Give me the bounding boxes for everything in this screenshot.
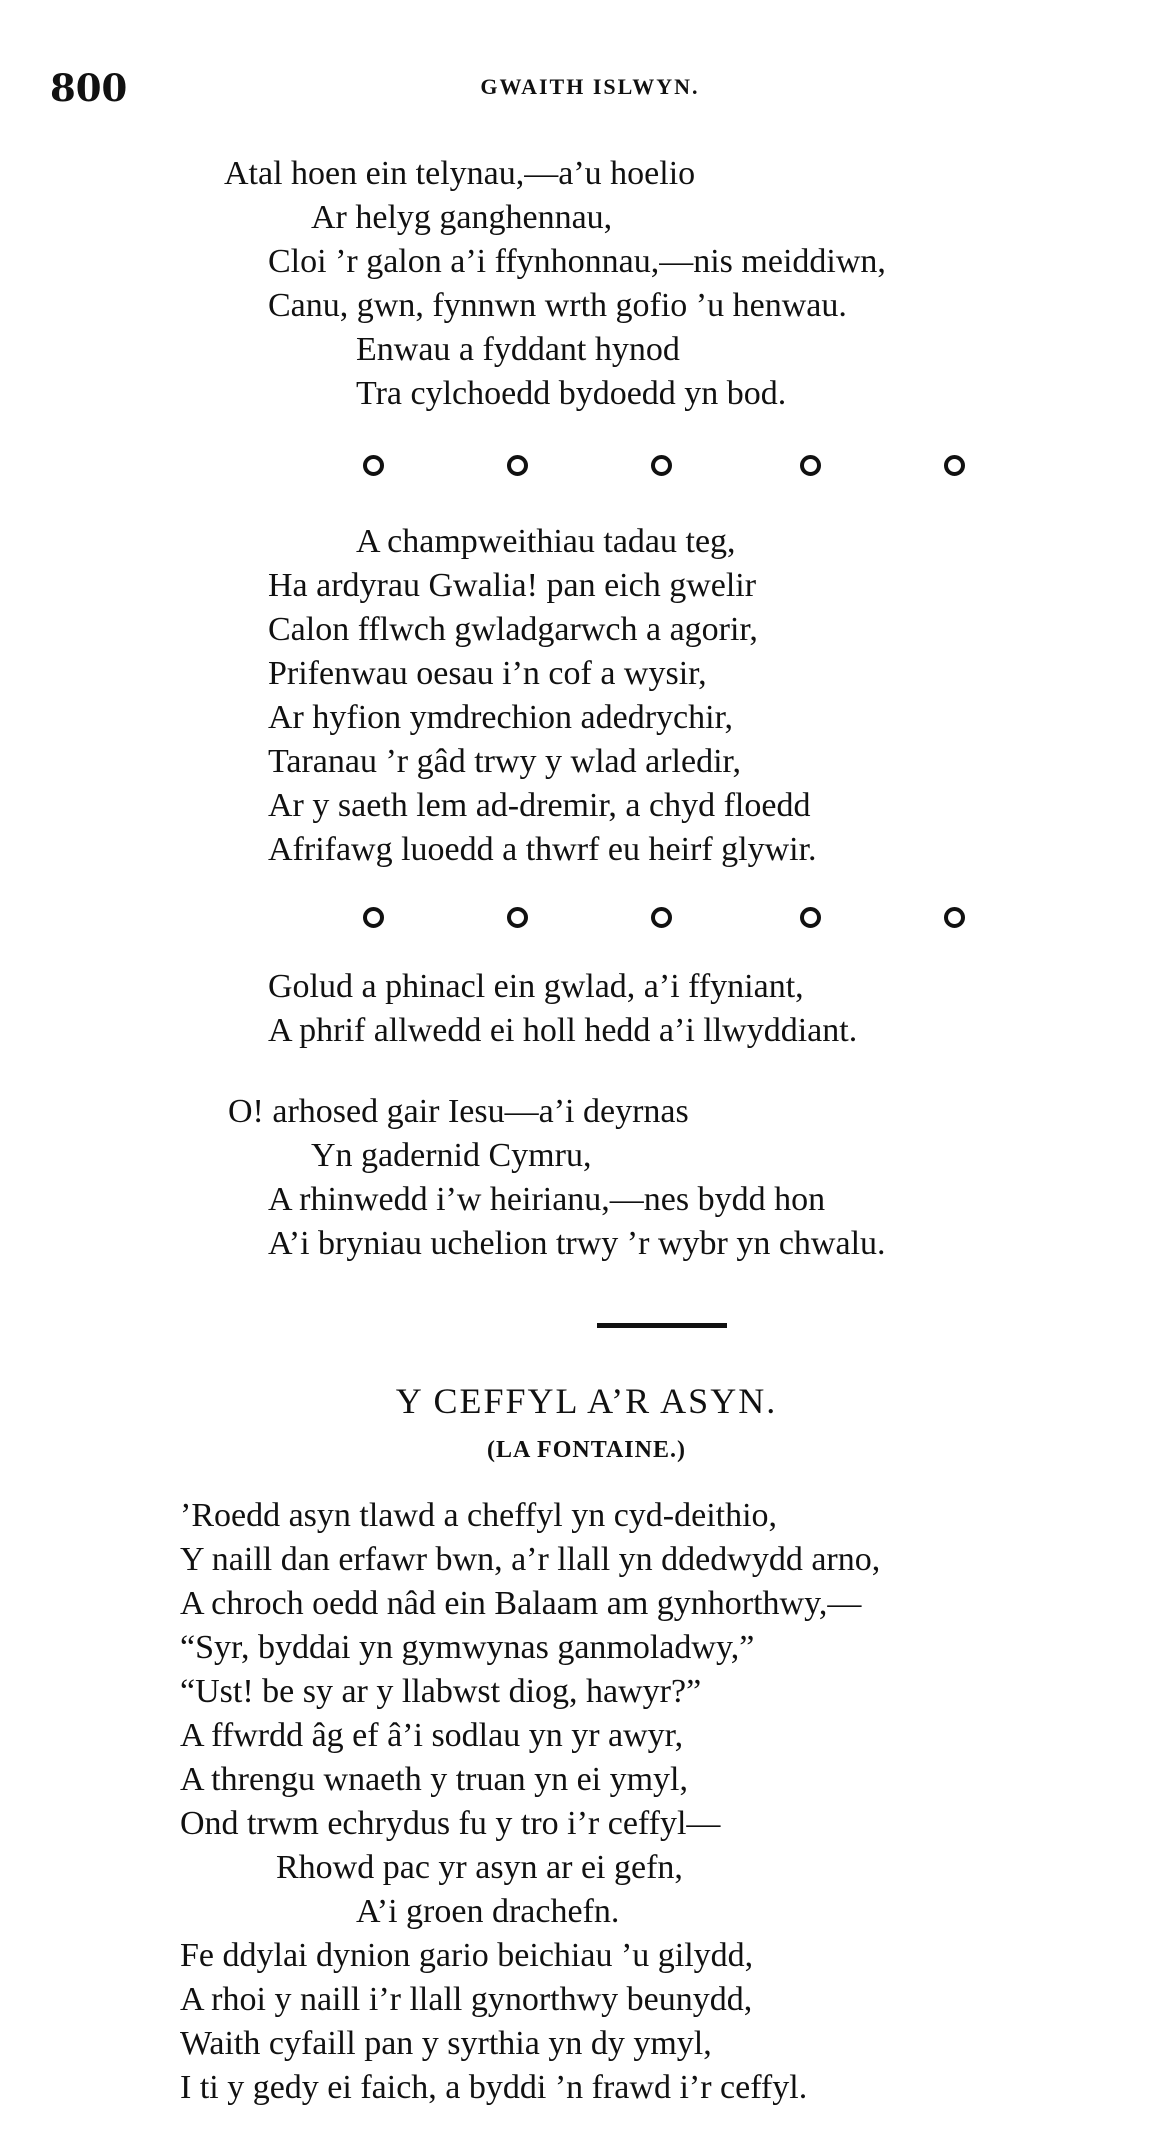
verse-line: A champweithiau tadau teg, (356, 523, 736, 560)
verse-line: Rhowd pac yr asyn ar ei gefn, (276, 1849, 683, 1886)
verse-line: Y naill dan erfawr bwn, a’r llall yn ddedwydd arno, (180, 1541, 881, 1578)
verse-line: Taranau ’r gâd trwy y wlad arledir, (268, 743, 741, 780)
verse-line: A rhinwedd i’w heirianu,—nes bydd hon (268, 1181, 826, 1218)
verse-line: Enwau a fyddant hynod (356, 331, 680, 368)
verse-line: Golud a phinacl ein gwlad, a’i ffyniant, (268, 968, 804, 1005)
circle-ornament-icon (651, 907, 672, 928)
poem-subtitle: (LA FONTAINE.) (487, 1437, 686, 1463)
poem-title: Y CEFFYL A’R ASYN. (395, 1381, 778, 1421)
circle-ornament-icon (800, 455, 821, 476)
circle-ornament-icon (800, 907, 821, 928)
ornament-row (0, 907, 1173, 937)
verse-line: ’Roedd asyn tlawd a cheffyl yn cyd-deithio, (180, 1497, 778, 1534)
verse-line: Ar hyfion ymdrechion adedrychir, (268, 699, 734, 736)
verse-line: A’i groen drachefn. (356, 1893, 620, 1930)
verse-line: A threngu wnaeth y truan yn ei ymyl, (180, 1761, 689, 1798)
circle-ornament-icon (507, 907, 528, 928)
verse-line: Canu, gwn, fynnwn wrth gofio ’u henwau. (268, 287, 847, 324)
page-header (50, 66, 1130, 110)
verse-line: I ti y gedy ei faich, a byddi ’n frawd i’r ceffyl. (180, 2069, 808, 2106)
verse-line: A rhoi y naill i’r llall gynorthwy beunydd, (180, 1981, 753, 2018)
verse-line: Atal hoen ein telynau,—a’u hoelio (224, 155, 696, 192)
verse-line: Ar helyg ganghennau, (311, 199, 613, 236)
circle-ornament-icon (363, 455, 384, 476)
verse-line: O! arhosed gair Iesu—a’i deyrnas (228, 1093, 689, 1130)
verse-line: Yn gadernid Cymru, (311, 1137, 592, 1174)
verse-line: A ffwrdd âg ef â’i sodlau yn yr awyr, (180, 1717, 684, 1754)
verse-line: Tra cylchoedd bydoedd yn bod. (356, 375, 787, 412)
circle-ornament-icon (363, 907, 384, 928)
verse-line: “Ust! be sy ar y llabwst diog, hawyr?” (180, 1673, 702, 1710)
verse-line: Afrifawg luoedd a thwrf eu heirf glywir. (268, 831, 817, 868)
page-number: 800 (50, 66, 128, 110)
verse-line: Cloi ’r galon a’i ffynhonnau,—nis meiddiwn, (268, 243, 886, 280)
verse-line: Fe ddylai dynion gario beichiau ’u gilydd, (180, 1937, 754, 1974)
ornament-row (0, 455, 1173, 485)
verse-line: Ond trwm echrydus fu y tro i’r ceffyl— (180, 1805, 721, 1842)
verse-line: Prifenwau oesau i’n cof a wysir, (268, 655, 707, 692)
verse-line: Ha ardyrau Gwalia! pan eich gwelir (268, 567, 757, 604)
verse-line: Calon fflwch gwladgarwch a agorir, (268, 611, 758, 648)
verse-line: Ar y saeth lem ad-dremir, a chyd floedd (268, 787, 811, 824)
verse-line: Waith cyfaill pan y syrthia yn dy ymyl, (180, 2025, 712, 2062)
verse-line: A’i bryniau uchelion trwy ’r wybr yn chwalu. (268, 1225, 886, 1262)
circle-ornament-icon (651, 455, 672, 476)
circle-ornament-icon (944, 907, 965, 928)
section-divider (597, 1323, 727, 1328)
verse-line: A chroch oedd nâd ein Balaam am gynhorthwy,— (180, 1585, 862, 1622)
circle-ornament-icon (944, 455, 965, 476)
circle-ornament-icon (507, 455, 528, 476)
verse-line: “Syr, byddai yn gymwynas ganmoladwy,” (180, 1629, 755, 1666)
verse-line: A phrif allwedd ei holl hedd a’i llwyddiant. (268, 1012, 858, 1049)
running-title: GWAITH ISLWYN. (480, 74, 700, 99)
